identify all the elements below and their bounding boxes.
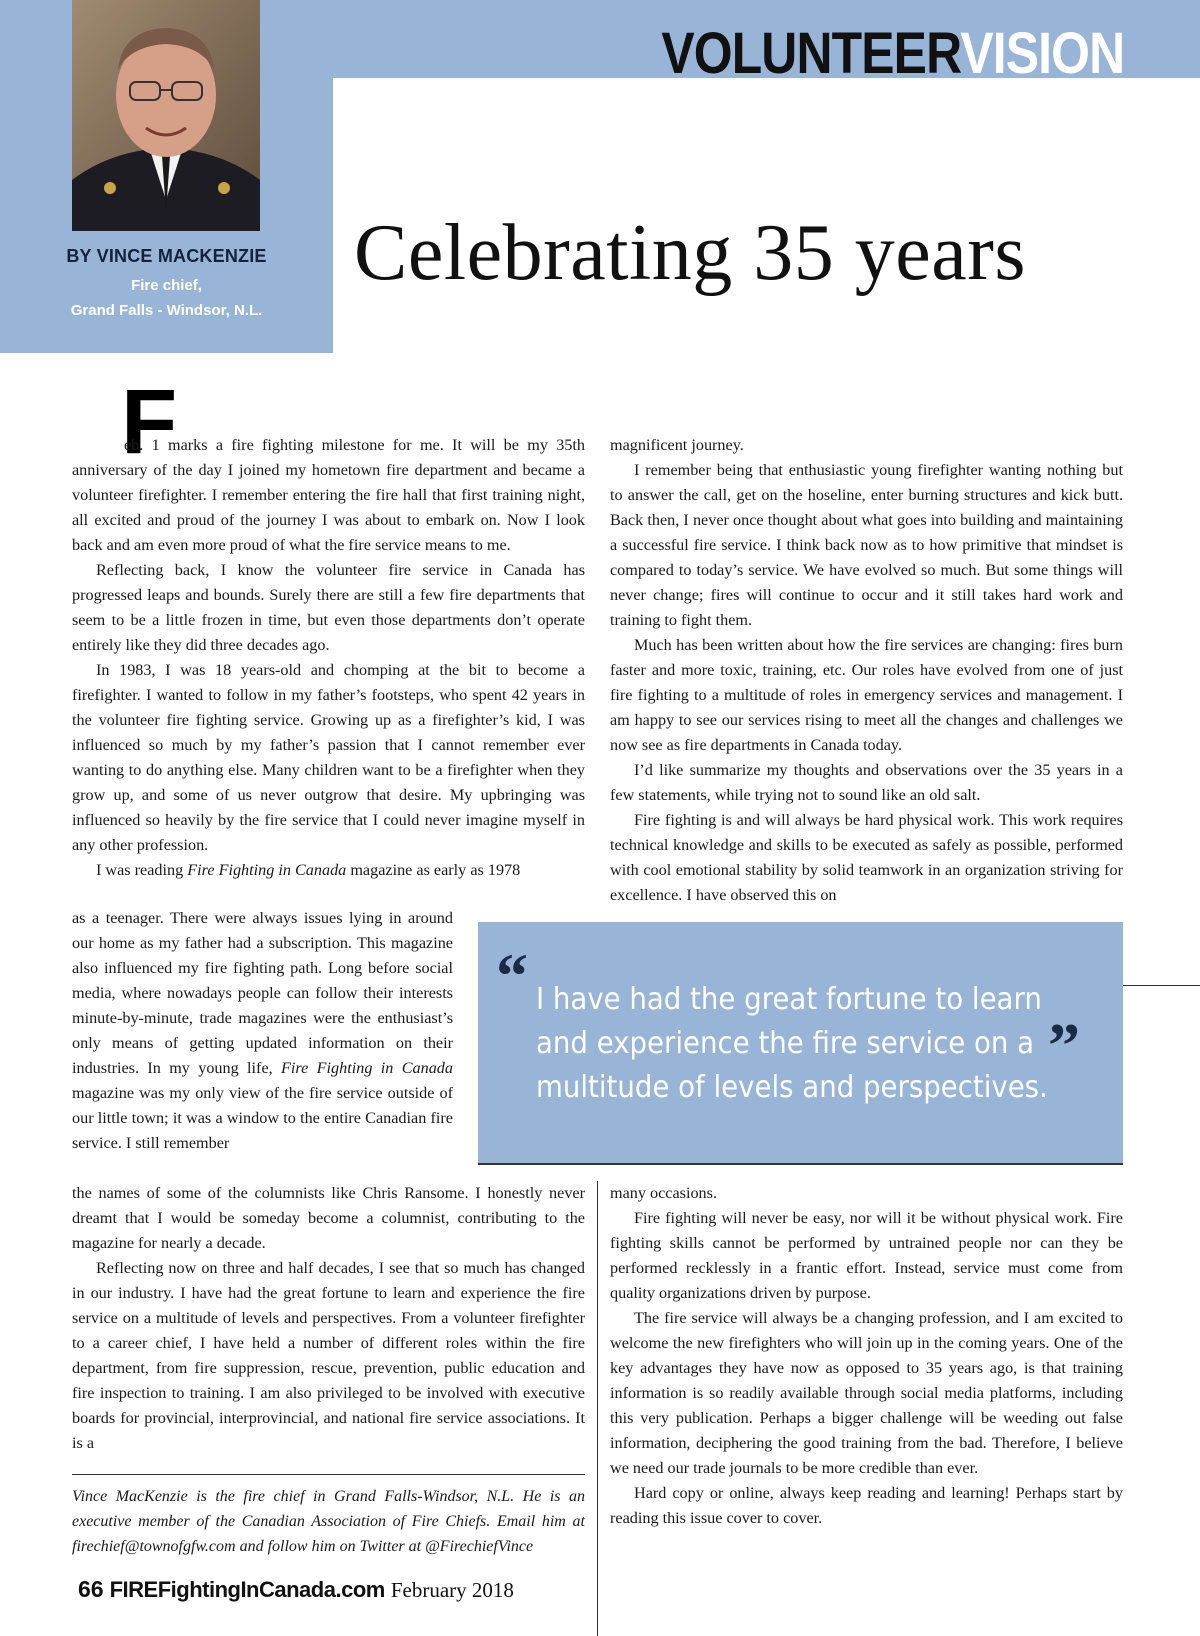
paragraph bbox=[72, 906, 453, 1156]
pull-quote bbox=[478, 922, 1123, 1165]
paragraph-text: I was reading bbox=[96, 861, 188, 879]
column-1-bottom bbox=[72, 1181, 585, 1456]
article-headline: Celebrating 35 years bbox=[354, 209, 1026, 297]
section-title-dark: VOLUNTEER bbox=[661, 21, 961, 86]
paragraph: many occasions. bbox=[610, 1184, 717, 1202]
paragraph: In 1983, I was 18 years-old and chomping at the bit to become a firefighter. I wanted to follow in my father’s footsteps, who spent 42 years in the volunteer fire fighting service. Growing up as a firefighter’s kid, I was influenced so much by my father’s passion that I cannot remember ever wanting to do anything else. Many children want to be a firefighter when they grow up, and some of us never outgrow that desire. My upbringing was influenced so heavily by the fire service that I could never imagine myself in any other profession. bbox=[72, 661, 585, 854]
column-2-bottom bbox=[610, 1181, 1123, 1531]
column-1-top bbox=[72, 433, 585, 883]
author-name: BY VINCE MACKENZIE bbox=[66, 246, 267, 266]
section-title bbox=[661, 22, 1124, 86]
magazine-title: Fire Fighting in Canada bbox=[281, 1059, 453, 1077]
author-role-title: Fire chief, bbox=[131, 277, 202, 294]
paragraph: Fire fighting will never be easy, nor will it be without physical work. Fire fighting skills cannot be performed by untrained people nor can they be performed recklessly in a frantic effort. Instead, service must come from quality organizations driven by purpose. bbox=[610, 1209, 1123, 1302]
column-2-top bbox=[610, 433, 1123, 908]
paragraph: I remember being that enthusiastic young firefighter wanting nothing but to answer the call, get on the hoseline, enter burning structures and kick butt. Back then, I never once thought about what goes into building and maintaining a successful fire service. I think back now as to how primitive that mindset is compared to today’s service. We have evolved so much. But some things will never change; fires will continue to occur and it still takes hard work and training to fight them. bbox=[610, 461, 1123, 629]
bio-rule bbox=[72, 1474, 585, 1475]
paragraph: magnificent journey. bbox=[610, 436, 744, 454]
paragraph: Much has been written about how the fire services are changing: fires burn faster and more toxic, training, etc. Our roles have evolved from one of just fire fighting to a multitude of roles in emergency services and management. I am happy to see our services rising to meet all the changes and challenges we now see as fire departments in Canada today. bbox=[610, 636, 1123, 754]
paragraph-text: as a teenager. There were always issues lying in around our home as my father had a subscription. This magazine also influenced my fire fighting path. Long before social media, where nowadays people can follow their interests minute-by-minute, trade magazines were the enthusiast’s only means of getting updated information on their industries. In my young life, bbox=[72, 909, 453, 1077]
paragraph-text: magazine was my only view of the fire service outside of our little town; it was a window to the entire Canadian fire service. I still remember bbox=[72, 1084, 453, 1152]
pull-quote-text: I have had the great fortune to learn and experience the fire service on a multitude of levels and perspectives. bbox=[536, 982, 1048, 1105]
pull-quote-rule bbox=[1123, 985, 1200, 986]
column-divider bbox=[597, 1181, 598, 1636]
author-photo bbox=[72, 0, 260, 231]
paragraph-text: magazine as early as 1978 bbox=[346, 861, 521, 879]
close-quote-mark: ” bbox=[1048, 1010, 1080, 1081]
page-footer bbox=[78, 1576, 514, 1603]
section-title-light: VISION bbox=[960, 21, 1124, 86]
drop-cap-letter: F bbox=[121, 371, 178, 473]
open-quote-mark: “ bbox=[496, 940, 528, 1011]
author-role bbox=[0, 273, 333, 323]
author-role-location: Grand Falls - Windsor, N.L. bbox=[70, 302, 263, 319]
paragraph: Reflecting now on three and half decades, I see that so much has changed in our industry. I have had the great fortune to learn and experience the fire service on a multitude of levels and perspectives. From a volunteer firefighter to a career chief, I have held a number of different roles within the fire department, from fire suppression, rescue, prevention, public education and fire inspection to training. I am also privileged to be involved with executive boards for provincial, interprovincial, and national fire service associations. It is a bbox=[72, 1259, 585, 1452]
paragraph: Hard copy or online, always keep reading and learning! Perhaps start by reading this issue cover to cover. bbox=[610, 1484, 1123, 1527]
author-byline bbox=[0, 246, 333, 323]
paragraph-text: eb. 1 marks a fire fighting milestone for me. It will be my 35th anniversary of the day I joined my hometown fire department and became a volunteer firefighter. I remember entering the fire hall that first training night, all excited and proud of the journey I was about to embark on. Now I look back and am even more proud of what the fire service means to me. bbox=[72, 436, 585, 554]
paragraph: Fire fighting is and will always be hard physical work. This work requires technical knowledge and skills to be executed as safely as possible, performed with cool emotional stability by solid teamwork in an organization striving for excellence. I have observed this on bbox=[610, 811, 1123, 904]
column-1-middle bbox=[72, 906, 453, 1156]
issue-date: February 2018 bbox=[390, 1578, 514, 1602]
paragraph: Reflecting back, I know the volunteer fire service in Canada has progressed leaps and bounds. Surely there are still a few fire departments that seem to be a little frozen in time, but even those departments don’t operate entirely like they did three decades ago. bbox=[72, 561, 585, 654]
paragraph bbox=[72, 433, 585, 558]
magazine-title: Fire Fighting in Canada bbox=[187, 861, 347, 879]
paragraph: the names of some of the columnists like Chris Ransome. I honestly never dreamt that I would be someday become a columnist, contributing to the magazine for nearly a decade. bbox=[72, 1184, 585, 1252]
site-name: FIREFightingInCanada.com bbox=[109, 1577, 385, 1602]
page-number: 66 bbox=[78, 1576, 104, 1602]
paragraph: The fire service will always be a changing profession, and I am excited to welcome the new firefighters who will join up in the coming years. One of the key advantages they have now as opposed to 35 years ago, is that training information is so readily available through social media platforms, including this very publication. Perhaps a bigger challenge will be weeding out false information, deciphering the good training from the bad. Therefore, I believe we need our trade journals to be more credible than ever. bbox=[610, 1309, 1123, 1477]
paragraph bbox=[72, 858, 585, 883]
author-bio: Vince MacKenzie is the fire chief in Grand Falls-Windsor, N.L. He is an executive member of the Canadian Association of Fire Chiefs. Email him at firechief@townofgfw.com and follow him on Twitter at @FirechiefVince bbox=[72, 1488, 585, 1555]
paragraph: I’d like summarize my thoughts and observations over the 35 years in a few statements, while trying not to sound like an old salt. bbox=[610, 761, 1123, 804]
